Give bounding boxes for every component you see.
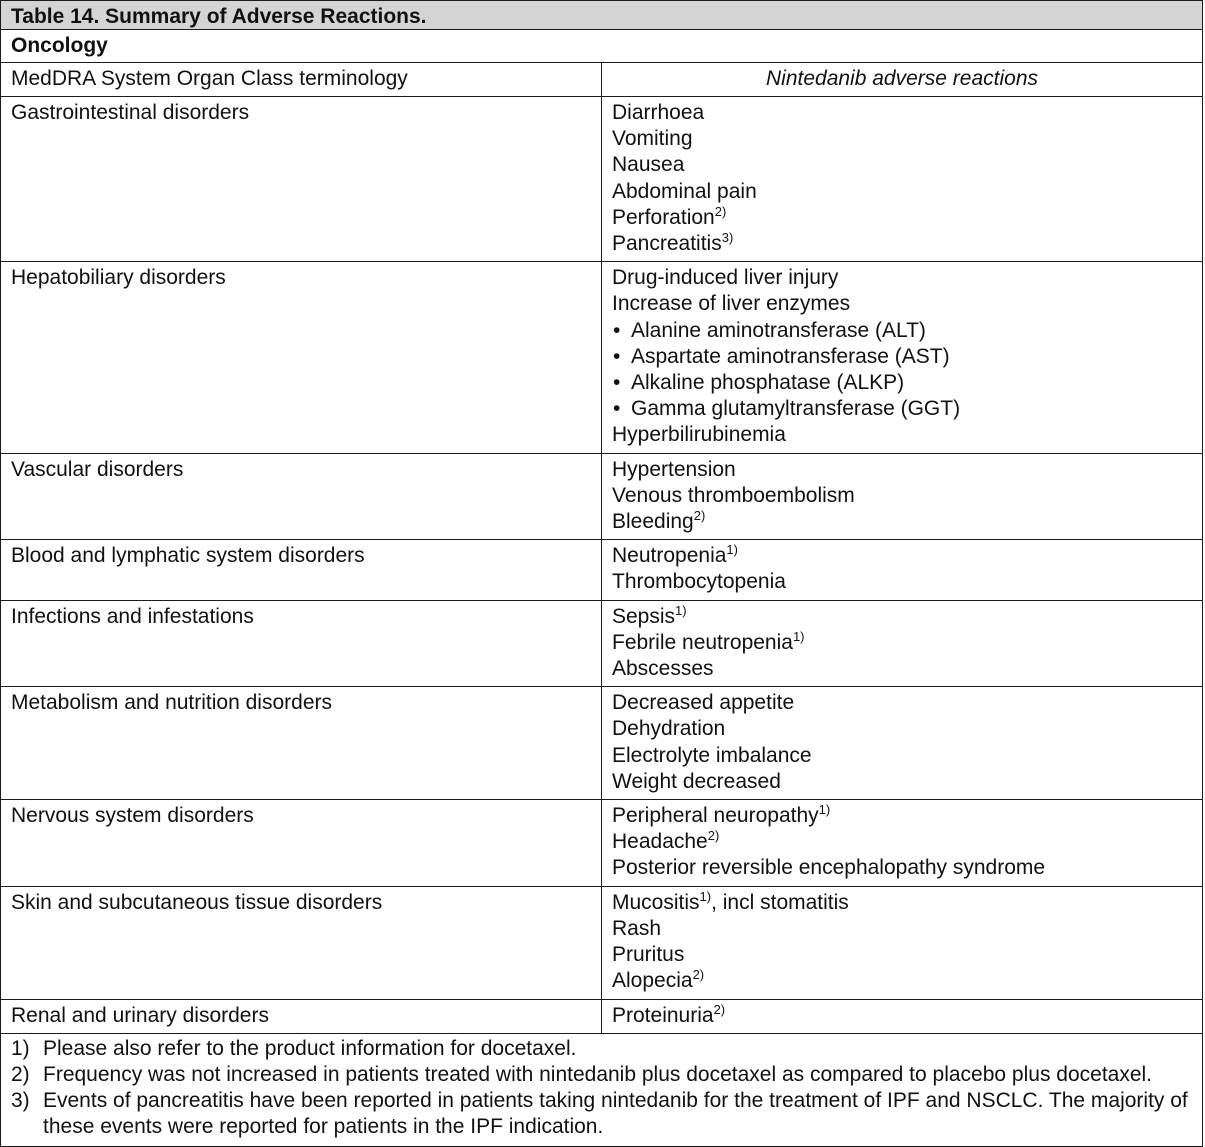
reaction-text: Peripheral neuropathy	[612, 804, 819, 828]
reaction-item	[612, 716, 1192, 742]
reaction-text: Pruritus	[612, 943, 685, 967]
reaction-item	[612, 743, 1192, 769]
reaction-item	[612, 829, 1192, 855]
footnote-item	[11, 1088, 1192, 1140]
footnote-ref: 1)	[792, 628, 805, 644]
footnote-item	[11, 1036, 1192, 1062]
soc-cell: Vascular disorders	[1, 454, 602, 540]
reaction-text: Hypertension	[612, 457, 736, 481]
reaction-text: Sepsis	[612, 604, 676, 628]
reaction-item	[612, 205, 1192, 231]
footnote-ref: 2)	[714, 203, 727, 219]
soc-cell: Renal and urinary disorders	[1, 1000, 602, 1033]
reaction-text: Diarrhoea	[612, 101, 705, 124]
footnote-ref: 1)	[818, 802, 831, 818]
footnote-number: 1)	[11, 1036, 30, 1060]
footnote-ref: 2)	[713, 1001, 726, 1017]
footnote-item	[11, 1062, 1192, 1088]
reaction-item	[612, 968, 1192, 994]
soc-cell: Nervous system disorders	[1, 800, 602, 886]
soc-cell: Infections and infestations	[1, 601, 602, 687]
reaction-item	[612, 604, 1192, 630]
reaction-item	[612, 855, 1192, 881]
table-body	[1, 96, 1202, 1033]
footnote-text: Events of pancreatitis have been reported in patients taking nintedanib for the treatment of IPF and NSCLC. The majority of these events were reported for patients in the IPF indication.	[43, 1089, 1188, 1139]
reaction-text: Proteinuria	[612, 1003, 714, 1027]
footnote-number: 3)	[11, 1089, 30, 1113]
footnote-ref: 3)	[721, 230, 734, 246]
reaction-item	[612, 179, 1192, 205]
footnote-ref: 1)	[699, 888, 712, 904]
reaction-text: Perforation	[612, 205, 715, 229]
footnote-ref: 2)	[692, 967, 705, 983]
reaction-item	[612, 509, 1192, 535]
reaction-item	[612, 916, 1192, 942]
reaction-text: Drug-induced liver injury	[612, 266, 839, 290]
reaction-item	[612, 422, 1192, 448]
table-row	[1, 453, 1202, 540]
table-caption	[1, 1, 1202, 29]
reaction-text: Febrile neutropenia	[612, 630, 793, 654]
reaction-text: Rash	[612, 916, 662, 940]
reaction-item	[612, 630, 1192, 656]
column-header-soc: MedDRA System Organ Class terminology	[1, 63, 602, 96]
table-row	[1, 999, 1202, 1033]
reactions-cell	[602, 262, 1202, 452]
reaction-item	[612, 769, 1192, 795]
footnote-ref: 2)	[707, 828, 720, 844]
reaction-text: Vomiting	[612, 127, 693, 151]
reaction-item	[612, 318, 1192, 344]
reaction-text: Pancreatitis	[612, 232, 722, 256]
soc-cell: Blood and lymphatic system disorders	[1, 540, 602, 599]
table-row	[1, 600, 1202, 687]
table-row	[1, 799, 1202, 886]
column-header-reactions: Nintedanib adverse reactions	[766, 67, 1038, 90]
reaction-text: Bleeding	[612, 510, 694, 534]
reactions-cell	[602, 887, 1202, 999]
footnote-text: Please also refer to the product information for docetaxel.	[43, 1036, 577, 1060]
reaction-text: Headache	[612, 830, 708, 854]
reaction-text: Alkaline phosphatase (ALKP)	[631, 371, 905, 395]
reaction-text: Hyperbilirubinemia	[612, 423, 786, 447]
footnote-ref: 1)	[726, 542, 738, 558]
reaction-item	[612, 344, 1192, 370]
reaction-item	[612, 803, 1192, 829]
reactions-cell	[602, 454, 1202, 540]
table-row	[1, 261, 1202, 452]
reaction-item	[612, 543, 1192, 569]
reaction-text: Thrombocytopenia	[612, 570, 786, 594]
reaction-item	[612, 942, 1192, 968]
reactions-cell	[602, 97, 1202, 261]
reaction-item	[612, 152, 1192, 178]
reaction-text: Abscesses	[612, 657, 714, 681]
reaction-item	[612, 890, 1192, 916]
reaction-text: Abdominal pain	[612, 179, 757, 203]
soc-cell: Skin and subcutaneous tissue disorders	[1, 887, 602, 999]
reaction-item	[612, 370, 1192, 396]
table-row	[1, 686, 1202, 799]
table-row	[1, 96, 1202, 261]
reaction-text: Alanine aminotransferase (ALT)	[631, 318, 926, 342]
reaction-text: Nausea	[612, 153, 685, 177]
reaction-item	[612, 1003, 1192, 1029]
reaction-text: Venous thromboembolism	[612, 483, 855, 507]
footnote-ref: 2)	[693, 508, 706, 524]
reaction-text: Decreased appetite	[612, 691, 795, 715]
footnotes	[1, 1033, 1202, 1146]
reactions-cell	[602, 1000, 1202, 1033]
soc-cell: Metabolism and nutrition disorders	[1, 687, 602, 799]
reaction-text: Electrolyte imbalance	[612, 743, 812, 767]
reaction-text: Increase of liver enzymes	[612, 292, 851, 316]
table-row	[1, 539, 1202, 599]
reaction-item	[612, 396, 1192, 422]
reaction-item	[612, 100, 1192, 126]
footnote-ref: 1)	[675, 602, 687, 618]
reactions-cell	[602, 800, 1202, 886]
reaction-item	[612, 126, 1192, 152]
footnote-text: Frequency was not increased in patients treated with nintedanib plus docetaxel as compared to placebo plus docetaxel.	[43, 1062, 1153, 1086]
reaction-text: Mucositis	[612, 890, 700, 914]
reaction-item	[612, 231, 1192, 257]
reaction-item	[612, 483, 1192, 509]
reaction-text: Neutropenia	[612, 544, 727, 568]
reaction-text: Gamma glutamyltransferase (GGT)	[631, 397, 961, 421]
reactions-cell	[602, 540, 1202, 599]
section-heading	[1, 29, 1202, 62]
reaction-item	[612, 569, 1192, 595]
reaction-suffix: , incl stomatitis	[711, 890, 849, 914]
reaction-item	[612, 291, 1192, 317]
reaction-text: Weight decreased	[612, 769, 781, 793]
soc-cell: Gastrointestinal disorders	[1, 97, 602, 261]
reaction-text: Aspartate aminotransferase (AST)	[631, 344, 950, 368]
footnote-number: 2)	[11, 1062, 30, 1086]
reaction-item	[612, 457, 1192, 483]
section-heading-text: Oncology	[11, 34, 108, 57]
column-header-row	[1, 62, 1202, 96]
reaction-item	[612, 690, 1192, 716]
soc-cell: Hepatobiliary disorders	[1, 262, 602, 452]
reaction-item	[612, 656, 1192, 682]
reaction-text: Posterior reversible encephalopathy syndrome	[612, 856, 1046, 880]
reaction-item	[612, 265, 1192, 291]
table-row	[1, 886, 1202, 999]
reactions-cell	[602, 601, 1202, 687]
table-caption-text: Table 14. Summary of Adverse Reactions.	[11, 5, 427, 28]
reactions-cell	[602, 687, 1202, 799]
reaction-text: Alopecia	[612, 969, 693, 993]
reaction-text: Dehydration	[612, 717, 726, 741]
